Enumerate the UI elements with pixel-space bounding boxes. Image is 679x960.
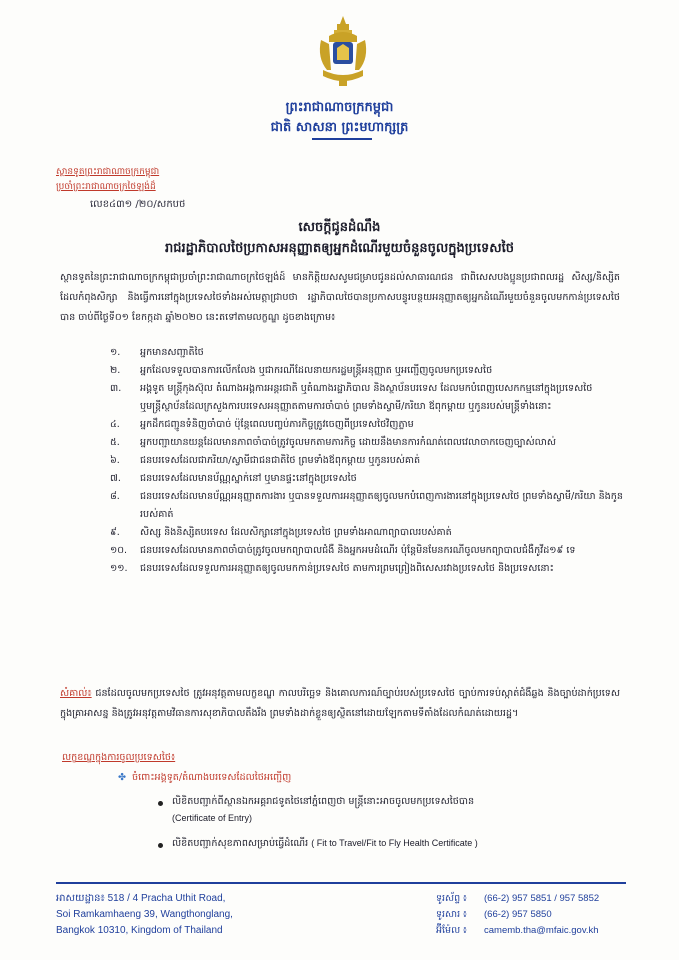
list-text: អ្នកដែលទទួលបានការលើកលែង ឬជាករណីដែលនាយករដ្ឋមន្រ្តីអនុញ្ញាត ឬអញ្ជើញចូលមកប្រទេសថៃ: [140, 365, 493, 376]
royal-coat-of-arms-icon: [315, 14, 371, 90]
list-item: [110, 542, 630, 560]
list-number: ១.: [110, 347, 121, 358]
list-number: ៣.: [110, 383, 122, 394]
list-item: [110, 470, 630, 488]
list-text: សិស្ស និងនិស្សិតបរទេស ដែលសិក្សានៅក្នុងប្រទេសថៃ ព្រមទាំងអាណាព្យាបាលរបស់គាត់: [140, 527, 452, 538]
list-text: ជនបរទេសដែលទទួលការអនុញ្ញាតឲ្យចូលមកកាន់ប្រទេសថៃ តាមការព្រមព្រៀងពិសេសរវាងប្រទេសថៃ និងប្រទេសនោះ: [140, 563, 554, 574]
list-number: ៦.: [110, 455, 120, 466]
list-number: ២.: [110, 365, 121, 376]
document-requirement-2-khmer: លិខិតបញ្ជាក់សុខភាពសម្រាប់ធ្វើដំណើរ: [172, 838, 309, 849]
list-number: ១០.: [110, 545, 128, 556]
fax-number: (66-2) 957 5850: [484, 909, 552, 920]
embassy-name-line1: ស្ថានទូតព្រះរាជាណាចក្រកម្ពុជា: [56, 167, 160, 177]
document-requirement-1: លិខិតបញ្ជាក់ពីស្ថានឯកអគ្គរាជទូតថៃនៅភ្នំពេញថា មន្រ្តីនោះអាចចូលមកប្រទេសថៃបាន: [172, 796, 475, 807]
list-item: [110, 416, 630, 434]
bullet-icon: [158, 843, 163, 848]
list-item: [110, 452, 630, 470]
list-text: អ្នកដឹកជញ្ជូនទំនិញចាំបាច់ ប៉ុន្តែពេលបញ្ចប់ភារកិច្ចត្រូវចេញពីប្រទេសថៃវិញភ្លាម: [140, 419, 414, 430]
list-item: [110, 434, 630, 452]
list-text: អង្គទូត មន្រ្តីកុងស៊ុល តំណាងអង្គការអន្តរជាតិ ឬតំណាងរដ្ឋាភិបាល និងស្ថាប័នបរទេស ដែលមកបំពេញបេសកកម្មនៅក្នុងប្រទេសថៃ ឬមន្រ្តីស្ថាប័នដែលក្រសួងការបរទេសអនុញ្ញាតតាមការចាំបាច់ ព្រមទាំងស្វាមី/ភរិយា ឪពុកម្ដាយ ឬកូនរបស់មន្រ្តីទាំងនោះ: [140, 383, 593, 412]
list-item: [110, 524, 630, 542]
notice-subject: រាជរដ្ឋាភិបាលថៃប្រកាសអនុញ្ញាតឲ្យអ្នកដំណើរមួយចំនួនចូលក្នុងប្រទេសថៃ: [164, 241, 515, 256]
list-text: អ្នកបញ្ជាយានយន្តដែលមានភាពចាំបាច់ត្រូវចូលមកតាមភារកិច្ច ដោយនឹងមានការកំណត់ពេលវេលាចាកចេញច្បាស់លាស់: [140, 437, 556, 448]
footer-divider: [56, 882, 626, 884]
list-number: ៩.: [110, 527, 120, 538]
note-paragraph: [60, 684, 620, 724]
address-line2: Soi Ramkamhaeng 39, Wangthonglang,: [56, 909, 233, 920]
list-item: [110, 344, 630, 362]
notice-title: សេចក្តីជូនដំណឹង: [298, 220, 381, 235]
address-line3: Bangkok 10310, Kingdom of Thailand: [56, 925, 223, 936]
motto-heading: ជាតិ សាសនា ព្រះមហាក្សត្រ: [270, 120, 409, 135]
procedure-title: លក្ខខណ្ឌក្នុងការចូលប្រទេសថៃ៖: [62, 752, 176, 763]
reference-number: លេខ៤៣១ /២០/សកបថ: [90, 199, 186, 210]
footer-address: [56, 891, 233, 939]
bullet-icon: [158, 801, 163, 806]
list-number: ៨.: [110, 491, 120, 502]
procedure-subtitle-text: ចំពោះអង្គទូត/តំណាងបរទេសដែលថៃអញ្ជើញ: [132, 772, 292, 783]
eligible-traveler-list: [110, 344, 630, 578]
star-bullet-icon: ✤: [118, 772, 127, 783]
list-item: [110, 380, 630, 416]
list-text: ជនបរទេសដែលជាភរិយា/ស្វាមីជាជនជាតិថៃ ព្រមទាំងឪពុកម្ដាយ ឬកូនរបស់គាត់: [140, 455, 421, 466]
document-requirement-1-english: (Certificate of Entry): [172, 813, 253, 823]
kingdom-heading: ព្រះរាជាណាចក្រកម្ពុជា: [285, 100, 394, 115]
email-label: អ៊ីម៉ែល ៖: [436, 925, 467, 936]
footer-contact: [436, 891, 599, 939]
procedure-subtitle: [118, 771, 291, 785]
address-line1: 518 / 4 Pracha Uthit Road,: [107, 893, 226, 904]
list-text: ជនបរទេសដែលមានភាពចាំបាច់ត្រូវចូលមកព្យាបាលជំងឺ និងអ្នកអមដំណើរ ប៉ុន្តែមិនមែនករណីចូលមកព្យាបាលជំងឺកូវីដ១៩ ទេ: [140, 545, 576, 556]
list-number: ៧.: [110, 473, 121, 484]
note-label: សំគាល់៖: [60, 688, 92, 699]
list-number: ៥.: [110, 437, 120, 448]
list-text: ជនបរទេសដែលមានប័ណ្ណស្នាក់នៅ ឬមានផ្ទះនៅក្នុងប្រទេសថៃ: [140, 473, 357, 484]
list-item: [110, 488, 630, 524]
address-label: អាសយដ្ឋាន៖: [56, 893, 105, 904]
document-requirement-2: [172, 837, 478, 851]
note-text: ជនដែលចូលមកប្រទេសថៃ ត្រូវអនុវត្តតាមលក្ខខណ្ឌ កាលបរិច្ឆេទ និងគោលការណ៍ច្បាប់របស់ប្រទេសថៃ ច្បាប់ការទប់ស្កាត់ជំងឺឆ្លង និងច្បាប់ដាក់ប្រទេសក្នុងគ្រាអាសន្ន និងត្រូវអនុវត្តតាមវិធានការសុខាភិបាលតឹងរឹង ព្រមទាំងដាក់ខ្លួនឲ្យស្ថិតនៅដោយឡែកតាមទីតាំងដែលកំណត់ដោយរដ្ឋ។: [60, 688, 620, 719]
phone-label: ទូរស័ព្ទ ៖: [436, 893, 467, 904]
list-item: [110, 560, 630, 578]
list-text: អ្នកមានសញ្ជាតិថៃ: [140, 347, 204, 358]
document-requirement-2-english: ( Fit to Travel/Fit to Fly Health Certificate ): [311, 838, 478, 848]
list-text: ជនបរទេសដែលមានប័ណ្ណអនុញ្ញាតការងារ ឬបានទទួលការអនុញ្ញាតឲ្យចូលមកបំពេញការងារនៅក្នុងប្រទេសថៃ ព្រមទាំងស្វាមី/ភរិយា និងកូនរបស់គាត់: [140, 491, 623, 520]
intro-paragraph: ស្ថានទូតនៃព្រះរាជាណាចក្រកម្ពុជាប្រចាំព្រះរាជាណាចក្រថៃឡង់ដ៍ មានកិត្តិយសសូមជម្រាបជូនដល់សាធារណជន ជាពិសេសបងប្អូនប្រជាពលរដ្ឋ សិស្ស/និស្សិត ដែលកំពុងសិក្សា និងធ្វើការនៅក្នុងប្រទេសថៃទាំងអស់មេត្តាជ្រាបថា រដ្ឋាភិបាលថៃបានប្រកាសបន្ធូរបន្ថយអនុញ្ញាតឲ្យអ្នកដំណើរមួយចំនួនចូលមកកាន់ប្រទេសថៃបាន ចាប់ពីថ្ងៃទី០១ ខែកក្កដា ឆ្នាំ២០២០ នេះតទៅតាមលក្ខណ្ឌ ដូចខាងក្រោម៖: [60, 272, 620, 323]
fax-label: ទូរសារ ៖: [436, 909, 467, 920]
email-address: camemb.tha@mfaic.gov.kh: [484, 925, 599, 936]
motto-underline: [312, 138, 372, 140]
embassy-name-line2: ប្រចាំព្រះរាជាណាចក្រថៃឡង់ដ៏: [56, 182, 156, 192]
list-number: ៤.: [110, 419, 120, 430]
phone-number: (66-2) 957 5851 / 957 5852: [484, 893, 600, 904]
list-number: ១១.: [110, 563, 128, 574]
list-item: [110, 362, 630, 380]
